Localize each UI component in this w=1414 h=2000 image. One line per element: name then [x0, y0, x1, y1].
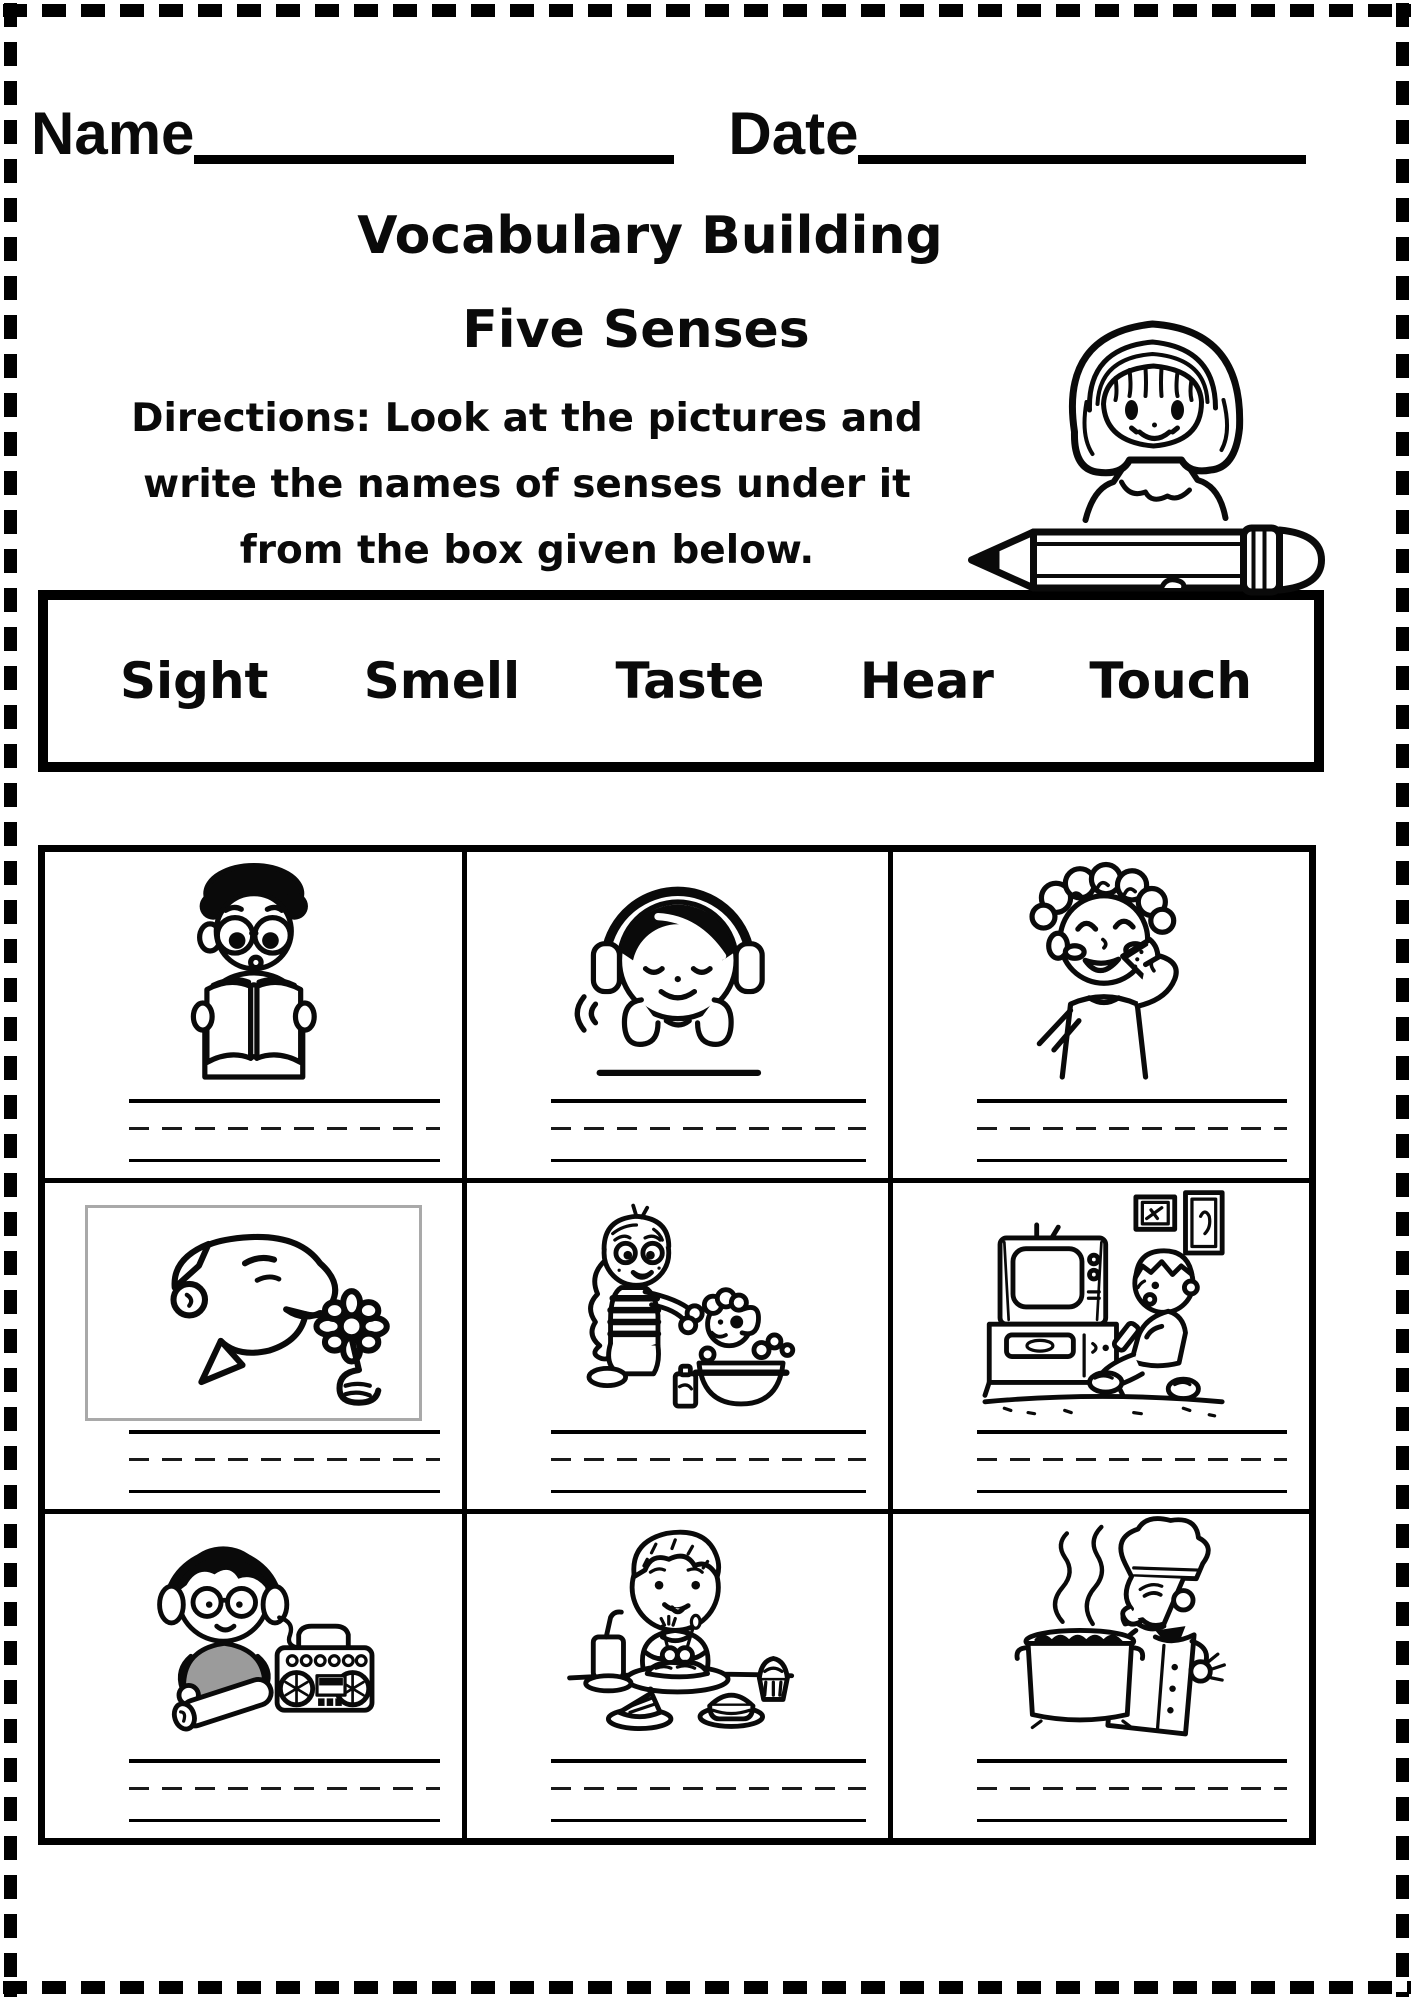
- answer-writing-lines: [551, 1430, 865, 1493]
- page-border-left: [4, 3, 17, 1997]
- girl-with-pencil-icon: [950, 282, 1362, 600]
- grid-cell-boy-watching-tv: [893, 1183, 1309, 1514]
- header: [31, 100, 1306, 167]
- boy-watching-tv-icon: [972, 1184, 1231, 1432]
- grid-cell-man-smelling-flower: [45, 1183, 467, 1514]
- directions-line-3: from the box given below.: [239, 528, 815, 573]
- answer-writing-lines: [977, 1759, 1287, 1822]
- boy-listening-radio-icon: [124, 1514, 383, 1762]
- girl-washing-dog-icon: [548, 1184, 807, 1432]
- boy-eating-meal-icon: [548, 1514, 807, 1762]
- word-bank-word-hear: Hear: [859, 652, 994, 710]
- directions-line-1: Directions: Look at the pictures and: [131, 396, 923, 441]
- word-bank-word-taste: Taste: [615, 652, 765, 710]
- grid-cell-boy-reading-book: [45, 852, 467, 1183]
- answer-writing-lines: [129, 1099, 440, 1162]
- worksheet-title: Vocabulary Building: [357, 206, 943, 266]
- word-bank-word-sight: Sight: [120, 652, 269, 710]
- chef-smelling-pot-icon: [972, 1514, 1231, 1762]
- framed-picture: [85, 1205, 422, 1421]
- page-border-top: [3, 4, 1411, 17]
- grid-cell-boy-eating-meal: [467, 1514, 892, 1838]
- answer-writing-lines: [129, 1759, 440, 1822]
- grid-cell-chef-smelling-pot: [893, 1514, 1309, 1838]
- answer-writing-lines: [129, 1430, 440, 1493]
- name-blank-line: [194, 105, 674, 164]
- word-bank-word-touch: Touch: [1089, 652, 1252, 710]
- grid-cell-girl-washing-dog: [467, 1183, 892, 1514]
- man-smelling-flower-icon: [102, 1210, 405, 1416]
- page-border-right: [1396, 3, 1409, 1997]
- word-bank-word-smell: Smell: [363, 652, 521, 710]
- worksheet-subtitle: Five Senses: [462, 300, 810, 360]
- page-border-bottom: [3, 1981, 1411, 1994]
- boy-reading-book-icon: [134, 852, 374, 1102]
- date-label: Date: [728, 100, 859, 167]
- word-bank-box: [38, 590, 1324, 772]
- grid-cell-boy-tasting-watermelon: [893, 852, 1309, 1183]
- answer-writing-lines: [977, 1430, 1287, 1493]
- answer-writing-lines: [977, 1099, 1287, 1162]
- date-blank-line: [858, 105, 1306, 164]
- name-label: Name: [31, 100, 195, 167]
- girl-listening-headphones-icon: [558, 852, 798, 1102]
- girl-with-pencil-illustration: [950, 282, 1362, 600]
- boy-tasting-watermelon-icon: [981, 852, 1221, 1102]
- picture-grid: [38, 845, 1316, 1845]
- answer-writing-lines: [551, 1759, 865, 1822]
- directions-line-2: write the names of senses under it: [143, 462, 911, 507]
- grid-cell-boy-listening-radio: [45, 1514, 467, 1838]
- grid-cell-girl-listening-headphones: [467, 852, 892, 1183]
- directions-text: [47, 386, 1007, 584]
- answer-writing-lines: [551, 1099, 865, 1162]
